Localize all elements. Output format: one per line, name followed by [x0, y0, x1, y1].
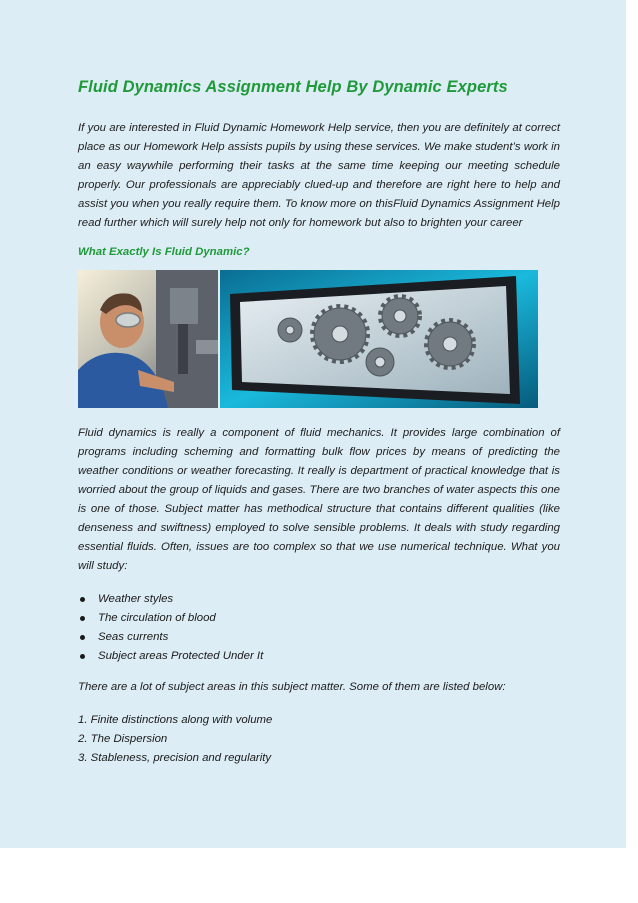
numbered-item: 2. The Dispersion	[78, 733, 168, 745]
gears-illustration	[220, 270, 538, 408]
numbered-item: 1. Finite distinctions along with volume	[78, 714, 273, 726]
list-item	[78, 647, 560, 666]
document-title: Fluid Dynamics Assignment Help By Dynamic Experts	[78, 78, 508, 96]
bullet-icon	[80, 597, 85, 602]
list-item-text: Seas currents	[98, 631, 169, 643]
engineer-photo	[78, 270, 218, 408]
study-list	[78, 590, 560, 666]
numbered-list	[78, 711, 560, 768]
list-item	[78, 609, 560, 628]
document-content	[78, 78, 560, 768]
list-item-text: The circulation of blood	[98, 612, 216, 624]
intro-paragraph: If you are interested in Fluid Dynamic Homework Help service, then you are definitely at correct place as our Homework Help assists pupils by using these services. We make student’s work in an easy waywhile performing their tasks at the same time keeping our meeting schedule properly. Our professionals are appreciably clued-up and therefore are right here to help and assist you when you really require them. To know more on thisFluid Dynamics Assignment Help read further which will surely help not only for homework but also to brighten your career	[78, 122, 560, 229]
list-intro-paragraph: There are a lot of subject areas in this subject matter. Some of them are listed below:	[78, 681, 506, 693]
body-paragraph: Fluid dynamics is really a component of fluid mechanics. It provides large combination of programs including scheming and formatting bulk flow prices by means of predicting the weather conditions or weather forecasting. It really is department of practical knowledge that is worried about the group of liquids and gases. There are two branches of water aspects this one is one of those. Subject matter has methodical structure that contains different qualities (like denseness and swiftness) employed to solve sensible problems. It deals with study regarding essential fluids. Often, issues are too complex so that we use numerical technique. What you will study:	[78, 427, 560, 572]
bullet-icon	[80, 654, 85, 659]
gears-monitor-photo	[220, 270, 538, 408]
bullet-icon	[80, 616, 85, 621]
hero-image	[78, 270, 538, 408]
list-item	[78, 590, 560, 609]
section-heading: What Exactly Is Fluid Dynamic?	[78, 246, 250, 258]
numbered-item: 3. Stableness, precision and regularity	[78, 752, 272, 764]
list-item-text: Weather styles	[98, 593, 174, 605]
bullet-icon	[80, 635, 85, 640]
engineer-illustration	[78, 270, 218, 408]
list-item	[78, 628, 560, 647]
list-item-text: Subject areas Protected Under It	[98, 650, 264, 662]
